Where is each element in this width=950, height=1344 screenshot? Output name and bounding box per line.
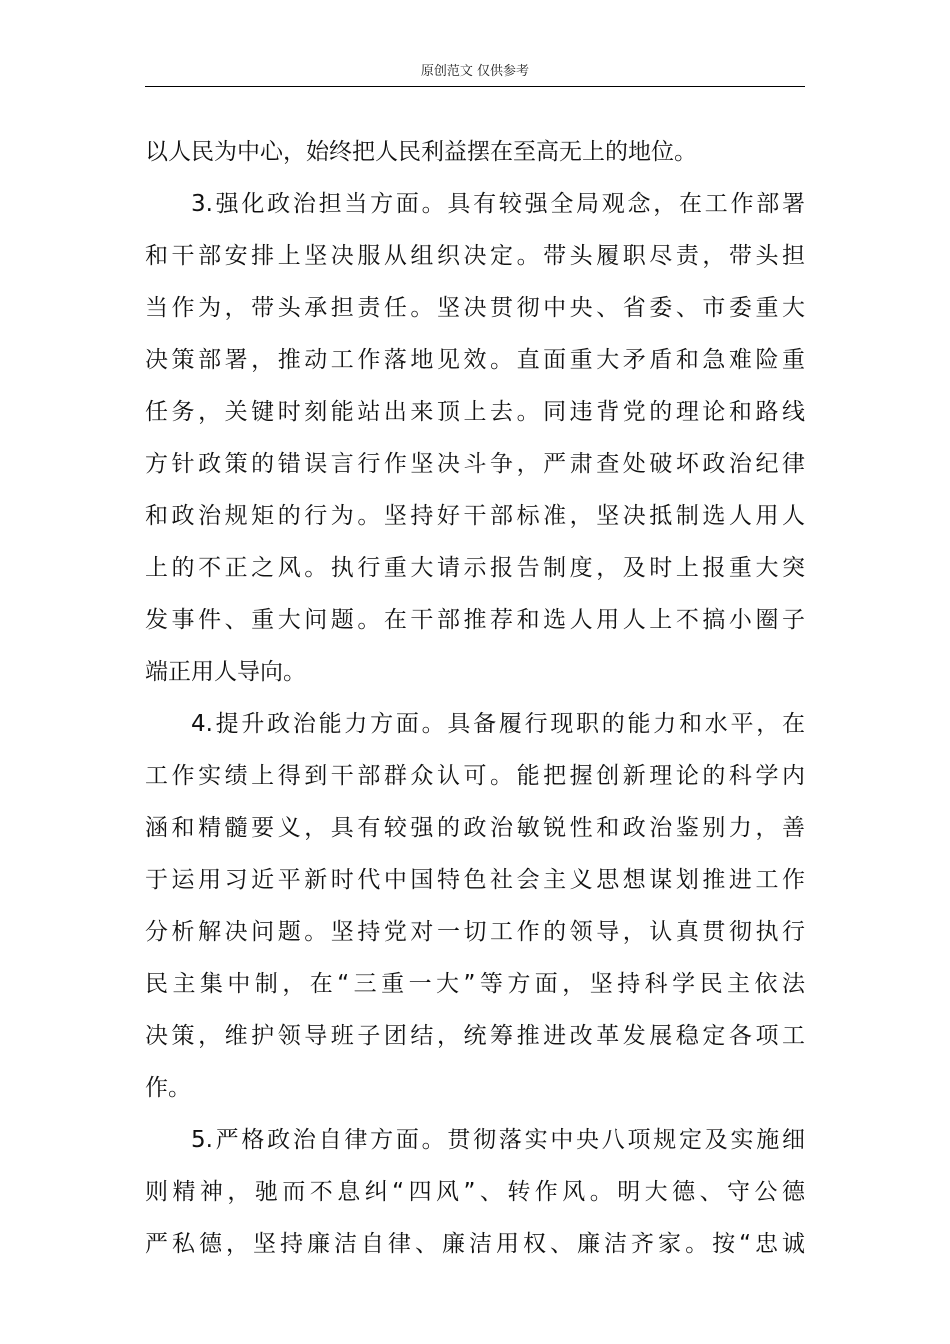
text-line: 端正用人导向。 <box>145 659 306 685</box>
paragraph-4-line: 4.提升政治能力方面。具备履行现职的能力和水平，在 <box>191 711 805 737</box>
text-line: 当作为，带头承担责任。坚决贯彻中央、省委、市委重大 <box>145 295 805 321</box>
text-line: 和政治规矩的行为。坚持好干部标准，坚决抵制选人用人 <box>145 503 805 529</box>
paragraph-3-line: 3.强化政治担当方面。具有较强全局观念，在工作部署 <box>191 191 805 217</box>
text-line: 作。 <box>145 1075 191 1101</box>
text-line: 于运用习近平新时代中国特色社会主义思想谋划推进工作 <box>145 867 805 893</box>
text-line: 工作实绩上得到干部群众认可。能把握创新理论的科学内 <box>145 763 805 789</box>
text-line: 决策部署，推动工作落地见效。直面重大矛盾和急难险重 <box>145 347 805 373</box>
text-line: 决策，维护领导班子团结，统筹推进改革发展稳定各项工 <box>145 1023 805 1049</box>
text-line: 和干部安排上坚决服从组织决定。带头履职尽责，带头担 <box>145 243 805 269</box>
text-line: 以人民为中心，始终把人民利益摆在至高无上的地位。 <box>145 139 697 165</box>
paragraph-5-line: 5.严格政治自律方面。贯彻落实中央八项规定及实施细 <box>191 1127 805 1153</box>
text-line: 分析解决问题。坚持党对一切工作的领导，认真贯彻执行 <box>145 919 805 945</box>
text-line: 民主集中制，在“三重一大”等方面，坚持科学民主依法 <box>145 971 805 997</box>
text-line: 涵和精髓要义，具有较强的政治敏锐性和政治鉴别力，善 <box>145 815 805 841</box>
text-line: 发事件、重大问题。在干部推荐和选人用人上不搞小圈子 <box>145 607 805 633</box>
text-line: 方针政策的错误言行作坚决斗争，严肃查处破坏政治纪律 <box>145 451 805 477</box>
header-text: 原创范文 仅供参考 <box>420 64 530 79</box>
text-line: 严私德，坚持廉洁自律、廉洁用权、廉洁齐家。按“忠诚 <box>145 1231 805 1257</box>
page-header <box>145 62 805 87</box>
text-line: 任务，关键时刻能站出来顶上去。同违背党的理论和路线 <box>145 399 805 425</box>
text-line: 则精神，驰而不息纠“四风”、转作风。明大德、守公德 <box>145 1179 805 1205</box>
text-line: 上的不正之风。执行重大请示报告制度，及时上报重大突 <box>145 555 805 581</box>
